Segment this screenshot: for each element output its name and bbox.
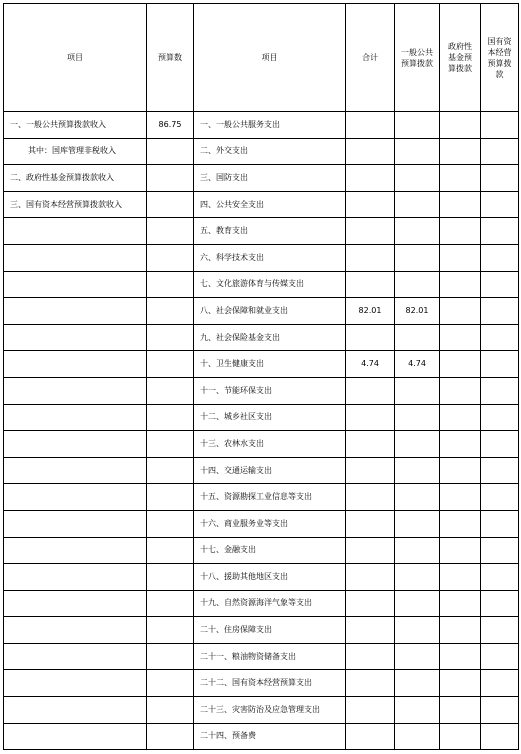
total-value-cell: [346, 112, 395, 139]
income-item-cell: [4, 298, 147, 325]
state-capital-value-cell: [481, 457, 519, 484]
general-budget-value-cell: [395, 165, 440, 192]
state-capital-value-cell: [481, 377, 519, 404]
table-row: [4, 351, 519, 378]
state-capital-value-cell: [481, 244, 519, 271]
table-row: [4, 244, 519, 271]
income-item-cell: [4, 457, 147, 484]
table-row: [4, 271, 519, 298]
table-row: [4, 218, 519, 245]
income-item-cell: [4, 351, 147, 378]
expense-item-cell: 二十、住房保障支出: [194, 617, 346, 644]
table-row: [4, 643, 519, 670]
gov-fund-value-cell: [440, 537, 481, 564]
general-budget-value-cell: [395, 643, 440, 670]
total-value-cell: [346, 510, 395, 537]
total-value-cell: [346, 697, 395, 724]
state-capital-value-cell: [481, 484, 519, 511]
gov-fund-value-cell: [440, 484, 481, 511]
total-value-cell: [346, 564, 395, 591]
gov-fund-value-cell: [440, 191, 481, 218]
header-income-item: 项目: [4, 4, 147, 112]
expense-item-cell: 三、国防支出: [194, 165, 346, 192]
gov-fund-value-cell: [440, 431, 481, 458]
budget-value-cell: [147, 670, 194, 697]
general-budget-value-cell: [395, 537, 440, 564]
gov-fund-value-cell: [440, 271, 481, 298]
general-budget-value-cell: [395, 431, 440, 458]
income-item-cell: 二、政府性基金预算拨款收入: [4, 165, 147, 192]
gov-fund-value-cell: [440, 404, 481, 431]
general-budget-value-cell: [395, 484, 440, 511]
table-row: [4, 537, 519, 564]
header-state-capital: 国有资本经营预算拨款: [481, 4, 519, 112]
state-capital-value-cell: [481, 697, 519, 724]
total-value-cell: [346, 431, 395, 458]
total-value-cell: [346, 404, 395, 431]
table-row: [4, 457, 519, 484]
total-value-cell: [346, 590, 395, 617]
expense-item-cell: 二十一、粮油物资储备支出: [194, 643, 346, 670]
budget-value-cell: [147, 191, 194, 218]
gov-fund-value-cell: [440, 138, 481, 165]
table-row: [4, 564, 519, 591]
income-item-cell: 三、国有资本经营预算拨款收入: [4, 191, 147, 218]
income-item-cell: [4, 670, 147, 697]
expense-item-cell: 十四、交通运输支出: [194, 457, 346, 484]
general-budget-value-cell: [395, 564, 440, 591]
state-capital-value-cell: [481, 537, 519, 564]
gov-fund-value-cell: [440, 590, 481, 617]
general-budget-value-cell: [395, 590, 440, 617]
total-value-cell: [346, 165, 395, 192]
state-capital-value-cell: [481, 404, 519, 431]
state-capital-value-cell: [481, 617, 519, 644]
budget-value-cell: [147, 537, 194, 564]
budget-value-cell: [147, 590, 194, 617]
general-budget-value-cell: [395, 377, 440, 404]
budget-value-cell: [147, 377, 194, 404]
state-capital-value-cell: [481, 723, 519, 750]
total-value-cell: [346, 244, 395, 271]
table-row: [4, 590, 519, 617]
header-gov-fund: 政府性基金预算拨款: [440, 4, 481, 112]
table-row: [4, 510, 519, 537]
state-capital-value-cell: [481, 431, 519, 458]
gov-fund-value-cell: [440, 218, 481, 245]
income-item-cell: [4, 271, 147, 298]
gov-fund-value-cell: [440, 617, 481, 644]
expense-item-cell: 十一、节能环保支出: [194, 377, 346, 404]
expense-item-cell: 二十四、预备费: [194, 723, 346, 750]
general-budget-value-cell: 4.74: [395, 351, 440, 378]
income-item-cell: 其中：国库管理非税收入: [4, 138, 147, 165]
general-budget-value-cell: [395, 191, 440, 218]
gov-fund-value-cell: [440, 298, 481, 325]
income-item-cell: [4, 617, 147, 644]
budget-value-cell: [147, 324, 194, 351]
table-row: [4, 324, 519, 351]
general-budget-value-cell: [395, 510, 440, 537]
income-item-cell: [4, 431, 147, 458]
budget-value-cell: [147, 484, 194, 511]
budget-value-cell: [147, 271, 194, 298]
gov-fund-value-cell: [440, 377, 481, 404]
gov-fund-value-cell: [440, 112, 481, 139]
income-item-cell: 一、一般公共预算拨款收入: [4, 112, 147, 139]
table-row: [4, 191, 519, 218]
income-item-cell: [4, 697, 147, 724]
total-value-cell: [346, 723, 395, 750]
total-value-cell: [346, 670, 395, 697]
table-row: [4, 670, 519, 697]
income-item-cell: [4, 590, 147, 617]
budget-value-cell: [147, 244, 194, 271]
budget-value-cell: [147, 298, 194, 325]
expense-item-cell: 十八、援助其他地区支出: [194, 564, 346, 591]
income-item-cell: [4, 218, 147, 245]
table-row: [4, 697, 519, 724]
general-budget-value-cell: [395, 404, 440, 431]
expense-item-cell: 二、外交支出: [194, 138, 346, 165]
total-value-cell: [346, 537, 395, 564]
gov-fund-value-cell: [440, 670, 481, 697]
general-budget-value-cell: 82.01: [395, 298, 440, 325]
state-capital-value-cell: [481, 670, 519, 697]
header-total: 合计: [346, 4, 395, 112]
total-value-cell: [346, 377, 395, 404]
gov-fund-value-cell: [440, 351, 481, 378]
state-capital-value-cell: [481, 271, 519, 298]
state-capital-value-cell: [481, 351, 519, 378]
budget-value-cell: [147, 617, 194, 644]
budget-table: [3, 3, 519, 750]
general-budget-value-cell: [395, 324, 440, 351]
state-capital-value-cell: [481, 112, 519, 139]
expense-item-cell: 十二、城乡社区支出: [194, 404, 346, 431]
total-value-cell: [346, 457, 395, 484]
general-budget-value-cell: [395, 112, 440, 139]
budget-value-cell: [147, 643, 194, 670]
expense-item-cell: 八、社会保障和就业支出: [194, 298, 346, 325]
header-row: [4, 4, 519, 112]
expense-item-cell: 十七、金融支出: [194, 537, 346, 564]
expense-item-cell: 七、文化旅游体育与传媒支出: [194, 271, 346, 298]
gov-fund-value-cell: [440, 244, 481, 271]
expense-item-cell: 十、卫生健康支出: [194, 351, 346, 378]
income-item-cell: [4, 244, 147, 271]
income-item-cell: [4, 484, 147, 511]
budget-value-cell: [147, 218, 194, 245]
gov-fund-value-cell: [440, 510, 481, 537]
state-capital-value-cell: [481, 138, 519, 165]
income-item-cell: [4, 510, 147, 537]
income-item-cell: [4, 404, 147, 431]
state-capital-value-cell: [481, 324, 519, 351]
general-budget-value-cell: [395, 617, 440, 644]
budget-value-cell: [147, 404, 194, 431]
income-item-cell: [4, 377, 147, 404]
expense-item-cell: 十九、自然资源海洋气象等支出: [194, 590, 346, 617]
budget-value-cell: 86.75: [147, 112, 194, 139]
expense-item-cell: 十五、资源勘探工业信息等支出: [194, 484, 346, 511]
state-capital-value-cell: [481, 165, 519, 192]
income-item-cell: [4, 324, 147, 351]
general-budget-value-cell: [395, 457, 440, 484]
table-row: [4, 138, 519, 165]
table-row: [4, 617, 519, 644]
header-general-budget: 一般公共预算拨款: [395, 4, 440, 112]
gov-fund-value-cell: [440, 723, 481, 750]
total-value-cell: [346, 218, 395, 245]
state-capital-value-cell: [481, 298, 519, 325]
total-value-cell: [346, 138, 395, 165]
gov-fund-value-cell: [440, 165, 481, 192]
header-budget: 预算数: [147, 4, 194, 112]
gov-fund-value-cell: [440, 457, 481, 484]
expense-item-cell: 六、科学技术支出: [194, 244, 346, 271]
state-capital-value-cell: [481, 191, 519, 218]
total-value-cell: [346, 484, 395, 511]
state-capital-value-cell: [481, 590, 519, 617]
expense-item-cell: 一、一般公共服务支出: [194, 112, 346, 139]
budget-value-cell: [147, 165, 194, 192]
general-budget-value-cell: [395, 697, 440, 724]
expense-item-cell: 九、社会保险基金支出: [194, 324, 346, 351]
budget-value-cell: [147, 457, 194, 484]
expense-item-cell: 四、公共安全支出: [194, 191, 346, 218]
total-value-cell: [346, 191, 395, 218]
budget-value-cell: [147, 564, 194, 591]
budget-value-cell: [147, 138, 194, 165]
table-row: [4, 298, 519, 325]
expense-item-cell: 二十三、灾害防治及应急管理支出: [194, 697, 346, 724]
total-value-cell: 4.74: [346, 351, 395, 378]
income-item-cell: [4, 537, 147, 564]
budget-value-cell: [147, 351, 194, 378]
gov-fund-value-cell: [440, 697, 481, 724]
gov-fund-value-cell: [440, 564, 481, 591]
total-value-cell: [346, 324, 395, 351]
general-budget-value-cell: [395, 138, 440, 165]
header-expense-item: 项目: [194, 4, 346, 112]
budget-value-cell: [147, 431, 194, 458]
expense-item-cell: 十三、农林水支出: [194, 431, 346, 458]
general-budget-value-cell: [395, 218, 440, 245]
general-budget-value-cell: [395, 244, 440, 271]
table-row: [4, 431, 519, 458]
expense-item-cell: 五、教育支出: [194, 218, 346, 245]
income-item-cell: [4, 643, 147, 670]
general-budget-value-cell: [395, 670, 440, 697]
general-budget-value-cell: [395, 271, 440, 298]
general-budget-value-cell: [395, 723, 440, 750]
total-value-cell: 82.01: [346, 298, 395, 325]
state-capital-value-cell: [481, 564, 519, 591]
total-value-cell: [346, 271, 395, 298]
table-row: [4, 112, 519, 139]
table-row: [4, 377, 519, 404]
gov-fund-value-cell: [440, 324, 481, 351]
state-capital-value-cell: [481, 218, 519, 245]
table-row: [4, 723, 519, 750]
total-value-cell: [346, 617, 395, 644]
income-item-cell: [4, 723, 147, 750]
table-body: [4, 4, 519, 750]
table-row: [4, 484, 519, 511]
state-capital-value-cell: [481, 510, 519, 537]
expense-item-cell: 二十二、国有资本经营预算支出: [194, 670, 346, 697]
table-row: [4, 404, 519, 431]
budget-value-cell: [147, 723, 194, 750]
budget-value-cell: [147, 697, 194, 724]
state-capital-value-cell: [481, 643, 519, 670]
income-item-cell: [4, 564, 147, 591]
table-row: [4, 165, 519, 192]
total-value-cell: [346, 643, 395, 670]
budget-value-cell: [147, 510, 194, 537]
gov-fund-value-cell: [440, 643, 481, 670]
expense-item-cell: 十六、商业服务业等支出: [194, 510, 346, 537]
